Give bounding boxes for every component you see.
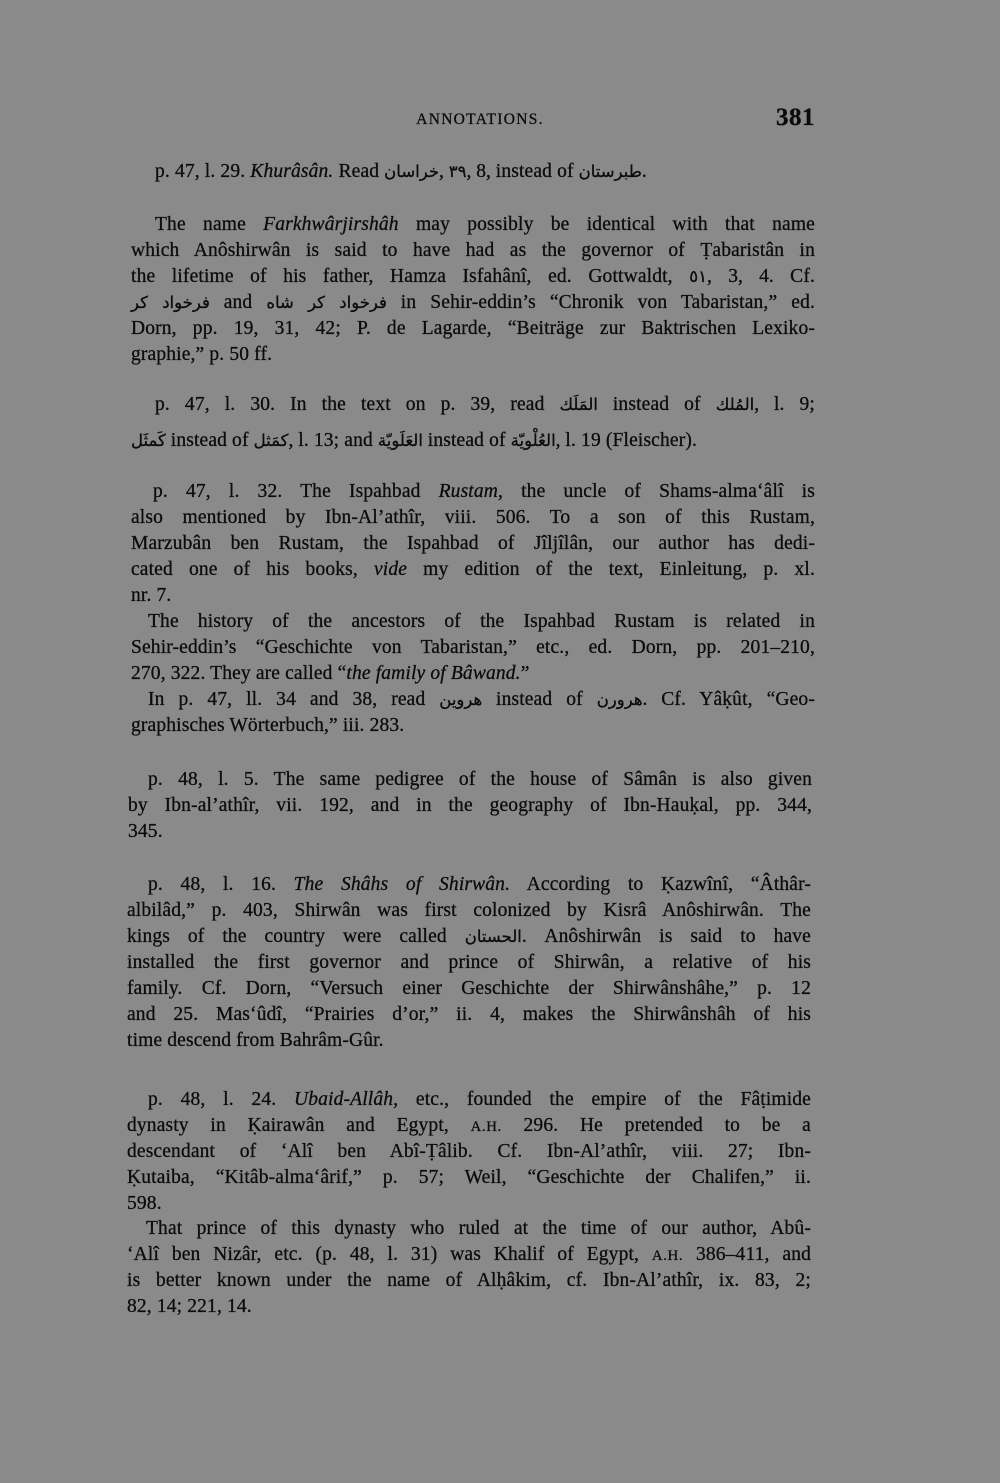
text-run: In p. 47, ll. 34 and 38, read [148, 689, 440, 710]
arabic-word: خراسان [384, 162, 440, 181]
text-run: Ḳutaiba, “Kitâb-alma‘ârif,” p. 57; Weil, “Geschichte der Chalifen,” ii. [127, 1167, 811, 1188]
text-line [127, 872, 811, 898]
text-run: dynasty in Ḳairawân and Egypt, [127, 1115, 471, 1136]
text-line [127, 924, 811, 950]
text-run: descendant of ‘Alî ben Abî-Ṭâlib. Cf. Ibn-Al’athîr, viii. 27; Ibn- [127, 1141, 811, 1162]
text-run: p. 47, l. 32. The Ispahbad [153, 481, 439, 502]
arabic-word: العَلَويّة [377, 431, 423, 450]
running-head: ANNOTATIONS. [416, 111, 544, 128]
text-line [131, 387, 815, 423]
arabic-word: ٥١ [689, 267, 707, 286]
italic-text: The Shâhs of Shirwân. [293, 874, 511, 895]
text-line [131, 609, 815, 635]
text-run: the lifetime of his father, Hamza Isfahânî, ed. Gottwaldt, [131, 266, 690, 287]
text-line [131, 557, 815, 583]
text-run: ” [520, 663, 530, 684]
text-run: 82, 14; 221, 14. [127, 1296, 252, 1317]
text-line [131, 661, 815, 687]
text-run: by Ibn-al’athîr, vii. 192, and in the geography of Ibn-Hauḳal, pp. 344, [128, 795, 812, 816]
text-run: The name [155, 214, 264, 235]
text-line [131, 342, 815, 368]
text-line [131, 212, 815, 238]
text-line [131, 423, 815, 459]
text-line [131, 290, 815, 316]
text-run: family. Cf. Dorn, “Versuch einer Geschichte der Shirwânshâhe,” p. 12 [127, 978, 811, 999]
text-run: Marzubân ben Rustam, the Ispahbad of Jîljîlân, our author has dedi- [131, 533, 815, 554]
text-line [127, 1294, 811, 1320]
text-line [127, 1216, 811, 1242]
text-run: . Cf. Yâḳût, “Geo- [642, 689, 815, 710]
text-run: graphie,” p. 50 ff. [131, 344, 273, 365]
text-run: etc., founded the empire of the Fâṭimide [398, 1089, 811, 1110]
text-run: According to Ḳazwînî, “Âthâr- [510, 874, 811, 895]
text-run: p. 48, l. 16. [148, 874, 294, 895]
arabic-word: هرورن [596, 690, 643, 709]
arabic-word: الحستان [464, 927, 522, 946]
arabic-word: طبرستان [578, 162, 642, 181]
small-caps-text: A.H. [651, 1248, 684, 1264]
arabic-word: المَلَك [559, 395, 599, 414]
text-run: also mentioned by Ibn-Al’athîr, viii. 506. To a son of this Rustam, [131, 507, 815, 528]
text-line [131, 687, 815, 713]
italic-text: the family of Bâwand. [346, 663, 521, 684]
text-line [131, 264, 815, 290]
text-run: p. 48, l. 5. The same pedigree of the house of Sâmân is also given [148, 769, 812, 790]
text-run: 345. [128, 821, 163, 842]
text-run: That prince of this dynasty who ruled at the time of our author, Abû- [146, 1218, 811, 1239]
italic-text: Khurâsân. [250, 161, 334, 182]
small-caps-text: A.H. [470, 1119, 502, 1135]
text-run: which Anôshirwân is said to have had as the governor of Ṭabaristân in [131, 240, 815, 261]
text-run: albilâd,” p. 403, Shirwân was first colonized by Kisrâ Anôshirwân. The [127, 900, 811, 921]
text-run: my edition of the text, Einleitung, p. xl. [407, 559, 815, 580]
text-run: 598. [127, 1193, 162, 1214]
text-run: The history of the ancestors of the Ispahbad Rustam is related in [148, 611, 815, 632]
text-line [127, 1087, 811, 1113]
text-line [127, 950, 811, 976]
annotation-p47-l32 [131, 479, 815, 609]
italic-text: Farkhwârjirshâh [263, 214, 399, 235]
annotation-ispahbad-history [131, 609, 815, 687]
text-line [127, 1113, 811, 1139]
text-run: is better known under the name of Alḥâkim, cf. Ibn-Al’athîr, ix. 83, 2; [127, 1270, 811, 1291]
text-line [131, 238, 815, 264]
text-line [128, 793, 812, 819]
text-run: , 8, instead of [466, 161, 579, 182]
text-run: in Sehir-eddin’s “Chronik von Tabaristan,” ed. [386, 292, 815, 313]
text-line [127, 1028, 811, 1054]
arabic-word: كَمثَل [131, 431, 166, 450]
italic-text: Rustam, [438, 481, 504, 502]
arabic-word: هروين [439, 690, 483, 709]
text-run: time descend from Bahrâm-Gûr. [127, 1030, 384, 1051]
annotation-p47-l29 [131, 159, 815, 185]
text-run: , l. 9; [754, 394, 815, 415]
text-run: graphisches Wörterbuch,” iii. 283. [131, 715, 405, 736]
text-line [131, 531, 815, 557]
text-line [131, 316, 815, 342]
text-run: instead of [165, 430, 254, 451]
text-run: installed the first governor and prince of Shirwân, a relative of his [127, 952, 811, 973]
text-run: Sehir-eddin’s “Geschichte von Tabaristan,” etc., ed. Dorn, pp. 201–210, [131, 637, 815, 658]
annotation-p47-ll34-38 [131, 687, 815, 739]
annotation-p48-l5 [128, 767, 812, 845]
text-line [131, 583, 815, 609]
annotation-p48-l24 [127, 1087, 811, 1217]
text-line [127, 1242, 811, 1268]
text-run: instead of [482, 689, 597, 710]
italic-text: Ubaid-Allâh, [294, 1089, 399, 1110]
text-run: may possibly be identical with that name [398, 214, 815, 235]
text-line [128, 767, 812, 793]
text-run: nr. 7. [131, 585, 172, 606]
annotation-p48-l16 [127, 872, 811, 1054]
text-run: instead of [422, 430, 511, 451]
annotation-fatimide-prince [127, 1216, 811, 1320]
annotation-p47-l30 [131, 387, 815, 459]
annotation-farkhwarjirshah [131, 212, 815, 368]
arabic-word: العُلْويّة [510, 431, 556, 450]
text-run: the uncle of Shams-alma‘âlî is [503, 481, 815, 502]
text-run: ‘Alî ben Nizâr, etc. (p. 48, l. 31) was Khalif of Egypt, [127, 1244, 652, 1265]
text-line [127, 1139, 811, 1165]
text-line [127, 1191, 811, 1217]
text-line [127, 1002, 811, 1028]
text-run: 296. He pretended to be a [501, 1115, 811, 1136]
text-run: . Anôshirwân is said to have [521, 926, 811, 947]
text-line [127, 898, 811, 924]
text-line [131, 159, 815, 185]
arabic-word: المُلك [715, 395, 755, 414]
text-run: . [641, 161, 647, 182]
text-run: Read [333, 161, 385, 182]
arabic-word: فرخواد كر شاه [266, 293, 387, 312]
arabic-word: كمَثل [253, 431, 289, 450]
text-run: p. 47, l. 29. [155, 161, 251, 182]
text-run: Dorn, pp. 19, 31, 42; P. de Lagarde, “Beiträge zur Baktrischen Lexiko- [131, 318, 815, 339]
text-run: , l. 13; and [288, 430, 378, 451]
text-line [131, 479, 815, 505]
text-line [131, 505, 815, 531]
text-line [127, 1165, 811, 1191]
text-run: p. 47, l. 30. In the text on p. 39, read [155, 394, 560, 415]
text-line [127, 1268, 811, 1294]
text-run: and 25. Mas‘ûdî, “Prairies d’or,” ii. 4, makes the Shirwânshâh of his [127, 1004, 811, 1025]
page-number: 381 [776, 104, 815, 131]
arabic-word: ٣٩ [448, 162, 467, 181]
text-run: , [439, 161, 449, 182]
text-run: kings of the country were called [127, 926, 465, 947]
text-run: 270, 322. They are called “ [131, 663, 347, 684]
text-run: cated one of his books, [131, 559, 374, 580]
text-run: 386–411, and [683, 1244, 811, 1265]
arabic-word: فرخواد كر [131, 293, 210, 312]
text-line [127, 976, 811, 1002]
italic-text: vide [374, 559, 408, 580]
text-line [131, 635, 815, 661]
text-run: p. 48, l. 24. [148, 1089, 295, 1110]
text-line [131, 713, 815, 739]
text-run: , 3, 4. Cf. [706, 266, 816, 287]
text-run: , l. 19 (Fleischer). [555, 430, 698, 451]
text-run: and [209, 292, 267, 313]
text-run: instead of [598, 394, 716, 415]
text-line [128, 819, 812, 845]
